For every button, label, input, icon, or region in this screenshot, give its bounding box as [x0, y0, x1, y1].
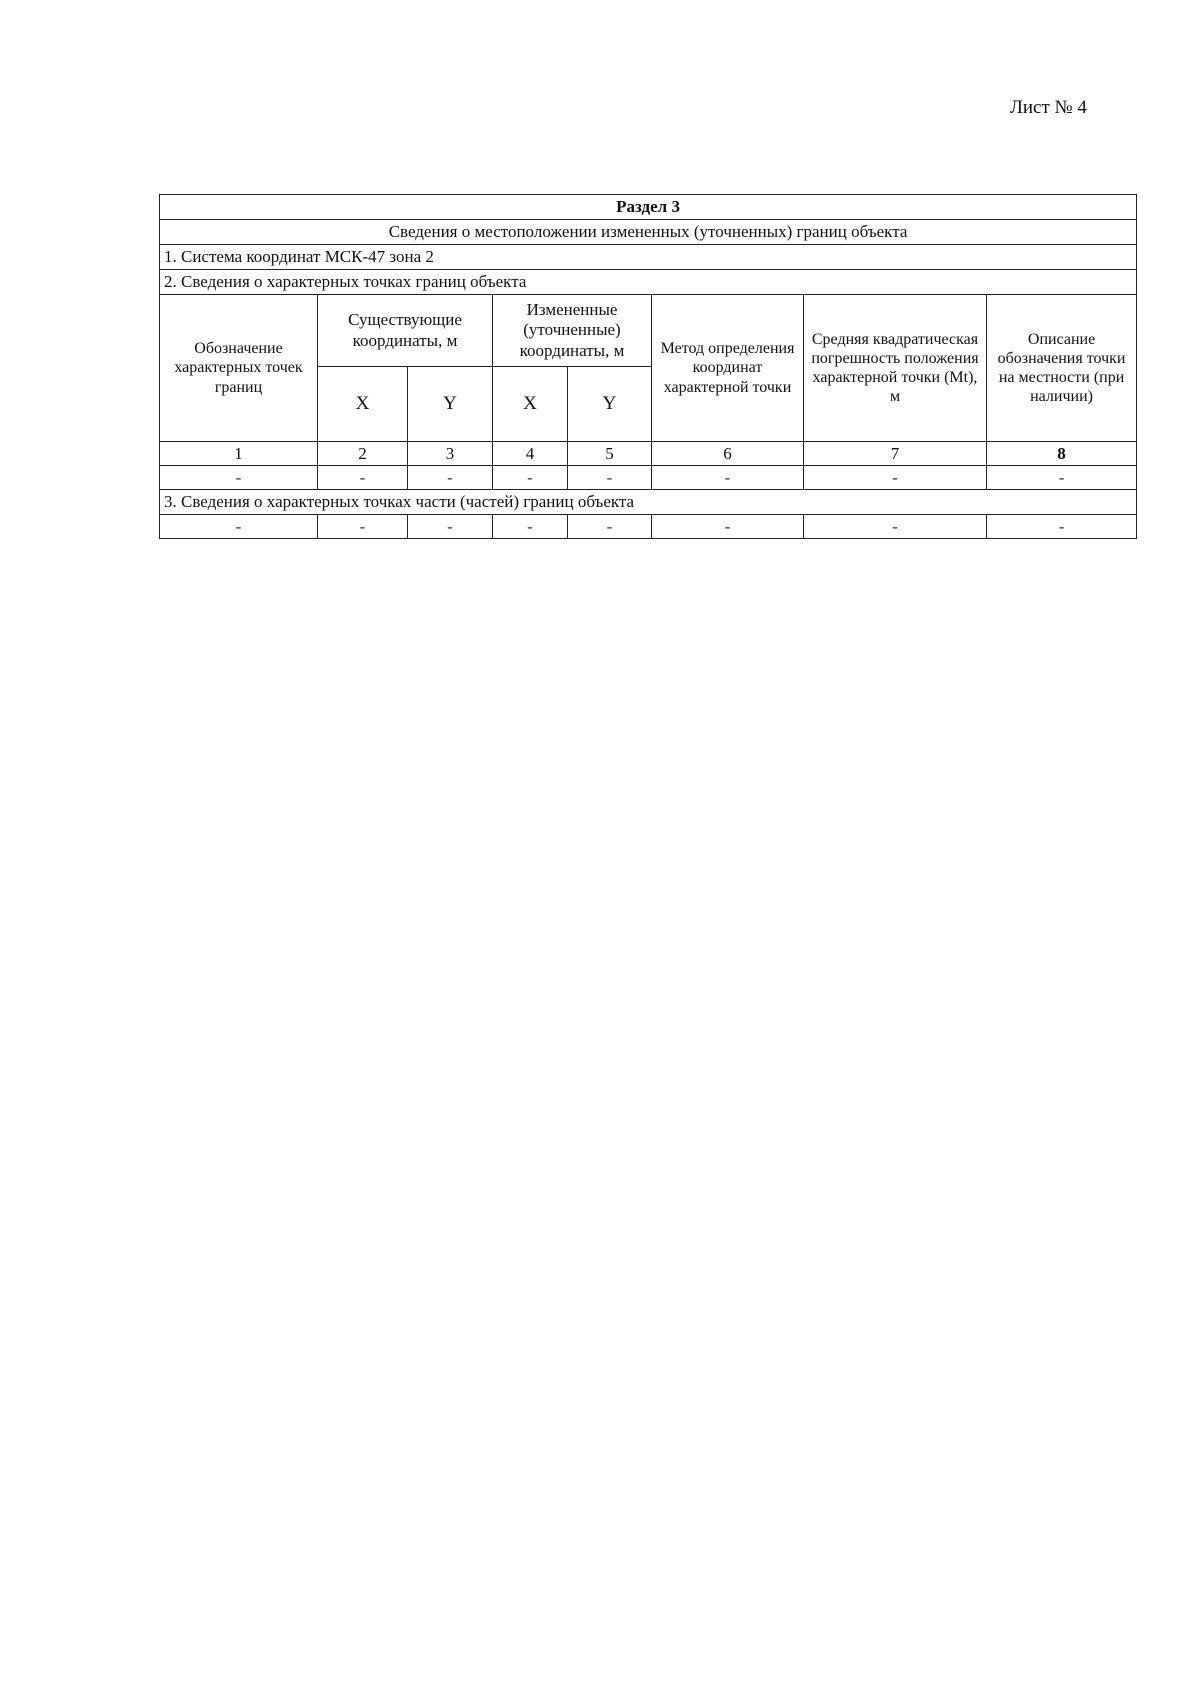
header-changed-coords: Измененные (уточненные) координаты, м: [493, 295, 652, 367]
table-row: [160, 466, 1137, 490]
column-number: 7: [804, 442, 987, 466]
points-heading-row: [160, 270, 1137, 295]
table-cell: -: [493, 466, 568, 490]
sheet-number: Лист № 4: [1010, 97, 1087, 118]
header-existing-y: Y: [408, 367, 493, 442]
header-existing-x: X: [318, 367, 408, 442]
table-cell: -: [408, 466, 493, 490]
table-cell: -: [987, 466, 1137, 490]
column-number: 5: [568, 442, 652, 466]
table-cell: -: [568, 466, 652, 490]
table-cell: -: [318, 466, 408, 490]
section-title: Раздел 3: [160, 195, 1137, 220]
header-mean-error: Средняя квадратическая погрешность положения характерной точки (Mt), м: [804, 295, 987, 442]
section-subtitle-row: [160, 220, 1137, 245]
header-existing-coords: Существующие координаты, м: [318, 295, 493, 367]
header-method: Метод определения координат характерной точки: [652, 295, 804, 442]
column-number: 4: [493, 442, 568, 466]
section-3-table: [159, 194, 1137, 539]
coordinate-system: 1. Система координат МСК-47 зона 2: [160, 245, 1137, 270]
table-cell: -: [408, 515, 493, 539]
section-subtitle: Сведения о местоположении измененных (уточненных) границ объекта: [160, 220, 1137, 245]
table-cell: -: [804, 515, 987, 539]
column-number: 2: [318, 442, 408, 466]
table-cell: -: [318, 515, 408, 539]
table-row: [160, 515, 1137, 539]
coordinate-system-row: [160, 245, 1137, 270]
table-cell: -: [652, 466, 804, 490]
section-title-row: [160, 195, 1137, 220]
table-cell: -: [160, 466, 318, 490]
parts-heading-row: [160, 490, 1137, 515]
column-number: 6: [652, 442, 804, 466]
header-changed-y: Y: [568, 367, 652, 442]
header-changed-x: X: [493, 367, 568, 442]
table-cell: -: [652, 515, 804, 539]
table-cell: -: [568, 515, 652, 539]
column-number: 1: [160, 442, 318, 466]
header-point-designation: Обозначение характерных точек границ: [160, 295, 318, 442]
table-header-row: [160, 295, 1137, 367]
table-cell: -: [804, 466, 987, 490]
column-numbers-row: [160, 442, 1137, 466]
header-description: Описание обозначения точки на местности (при наличии): [987, 295, 1137, 442]
column-number: 3: [408, 442, 493, 466]
table-cell: -: [493, 515, 568, 539]
parts-heading: 3. Сведения о характерных точках части (частей) границ объекта: [160, 490, 1137, 515]
points-heading: 2. Сведения о характерных точках границ объекта: [160, 270, 1137, 295]
table-cell: -: [987, 515, 1137, 539]
column-number: 8: [987, 442, 1137, 466]
table-cell: -: [160, 515, 318, 539]
